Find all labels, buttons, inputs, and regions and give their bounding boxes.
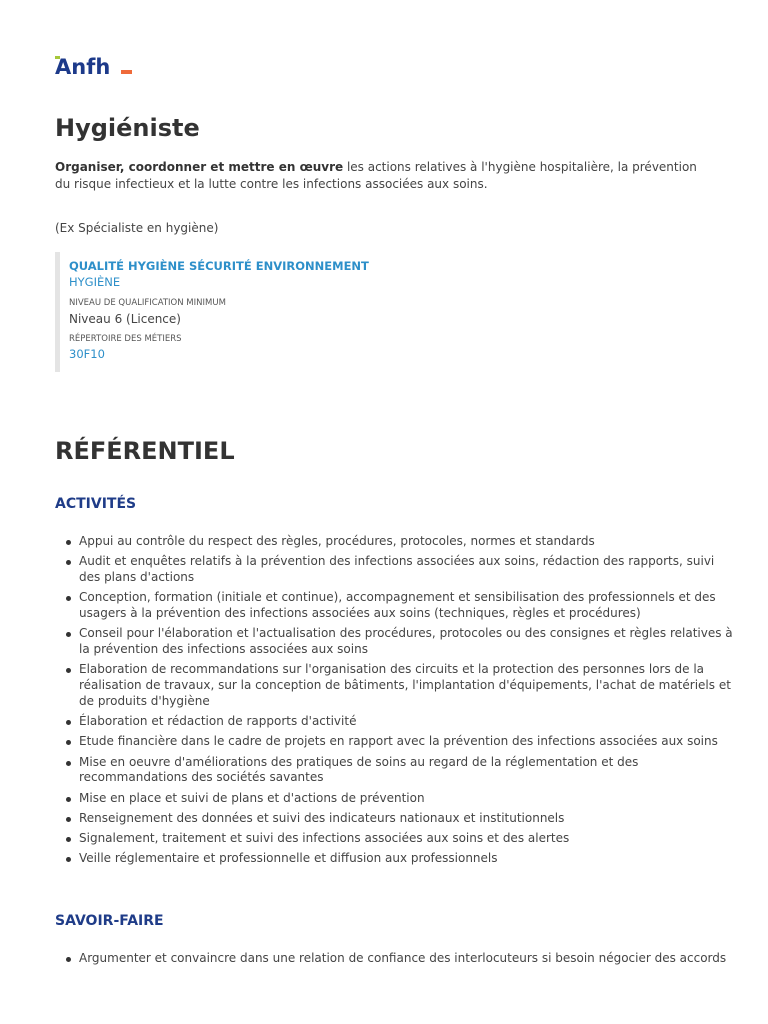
info-domain-link[interactable]: QUALITÉ HYGIÈNE SÉCURITÉ ENVIRONNEMENT [69,259,369,273]
intro-paragraph [55,159,715,193]
list-item: Renseignement des données et suivi des indicateurs nationaux et institutionnels [79,811,739,827]
list-item: Veille réglementaire et professionnelle et diffusion aux professionnels [79,851,739,867]
anfh-logo-mark [55,50,145,80]
info-subdomain-link[interactable]: HYGIÈNE [69,275,121,289]
list-item: Mise en place et suivi de plans et d'actions de prévention [79,791,739,807]
activites-list [55,534,739,872]
repertoire-label: RÉPERTOIRE DES MÉTIERS [69,334,182,344]
intro-rest: les actions relatives à l'hygiène hospitalière, la prévention du risque infectieux et la lutte contre les infections associées aux soins. [55,160,697,191]
intro-bold: Organiser, coordonner et mettre en œuvre [55,160,344,174]
activites-heading: ACTIVITÉS [55,496,137,512]
list-item: Elaboration de recommandations sur l'organisation des circuits et la protection des personnes lors de la réalisation de travaux, sur la conception de bâtiments, l'implantation d'équipements, l'achat de matériels et de produits d'hygiène [79,662,739,709]
list-item: Élaboration et rédaction de rapports d'activité [79,714,739,730]
list-item: Conseil pour l'élaboration et l'actualisation des procédures, protocoles ou des consignes et règles relatives à la prévention des infections associées aux soins [79,626,739,657]
page-title: Hygiéniste [55,114,200,142]
anfh-logo [55,50,145,80]
list-item: Mise en oeuvre d'améliorations des pratiques de soins au regard de la réglementation et des recommandations des sociétés savantes [79,755,739,786]
savoir-faire-list [55,951,739,971]
list-item: Signalement, traitement et suivi des infections associées aux soins et des alertes [79,831,739,847]
qualification-label: NIVEAU DE QUALIFICATION MINIMUM [69,298,226,308]
logo-text: Anfh [55,55,111,79]
savoir-faire-heading: SAVOIR-FAIRE [55,913,164,929]
list-item: Argumenter et convaincre dans une relation de confiance des interlocuteurs si besoin négocier des accords [79,951,739,967]
list-item: Conception, formation (initiale et continue), accompagnement et sensibilisation des professionnels et des usagers à la prévention des infections associées aux soins (techniques, règles et procédures) [79,590,739,621]
referentiel-heading: RÉFÉRENTIEL [55,437,235,465]
former-title-note: (Ex Spécialiste en hygiène) [55,221,219,235]
repertoire-code-link[interactable]: 30F10 [69,347,105,361]
list-item: Appui au contrôle du respect des règles, procédures, protocoles, normes et standards [79,534,739,550]
job-info-box [55,252,695,372]
qualification-value: Niveau 6 (Licence) [69,312,181,326]
list-item: Etude financière dans le cadre de projets en rapport avec la prévention des infections associées aux soins [79,734,739,750]
list-item: Audit et enquêtes relatifs à la prévention des infections associées aux soins, rédaction des rapports, suivi des plans d'actions [79,554,739,585]
